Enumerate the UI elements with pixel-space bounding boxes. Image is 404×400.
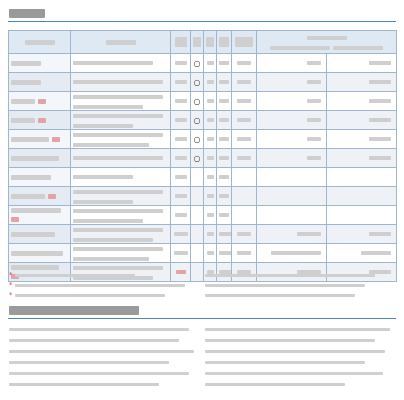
header-cell — [204, 31, 217, 54]
fare-row: ○ — [9, 149, 397, 168]
fare-row — [9, 206, 397, 225]
header-cell — [9, 31, 71, 54]
header-cell — [217, 31, 232, 54]
fare-row — [9, 244, 397, 263]
header-cell — [171, 31, 191, 54]
fare-footnotes-left: * * * — [9, 270, 199, 300]
fare-row — [9, 225, 397, 244]
fare-row: ○ — [9, 73, 397, 92]
change-refund-underline — [8, 318, 396, 319]
header-cell — [191, 31, 204, 54]
change-refund-body-right — [205, 323, 395, 389]
header-cell — [71, 31, 171, 54]
fare-table-header — [9, 31, 397, 54]
fare-row: ○ — [9, 92, 397, 111]
fare-list-title — [9, 6, 45, 19]
fare-row: ○ — [9, 130, 397, 149]
fare-table — [8, 30, 397, 282]
change-refund-title — [9, 303, 139, 316]
fare-list-underline — [8, 21, 396, 22]
fare-row — [9, 168, 397, 187]
header-cell — [257, 31, 397, 54]
fare-footnotes-right — [205, 270, 395, 300]
fare-row: ○ — [9, 54, 397, 73]
header-cell — [232, 31, 257, 54]
fare-row — [9, 187, 397, 206]
change-refund-body-left — [9, 323, 199, 389]
fare-row: ○ — [9, 111, 397, 130]
